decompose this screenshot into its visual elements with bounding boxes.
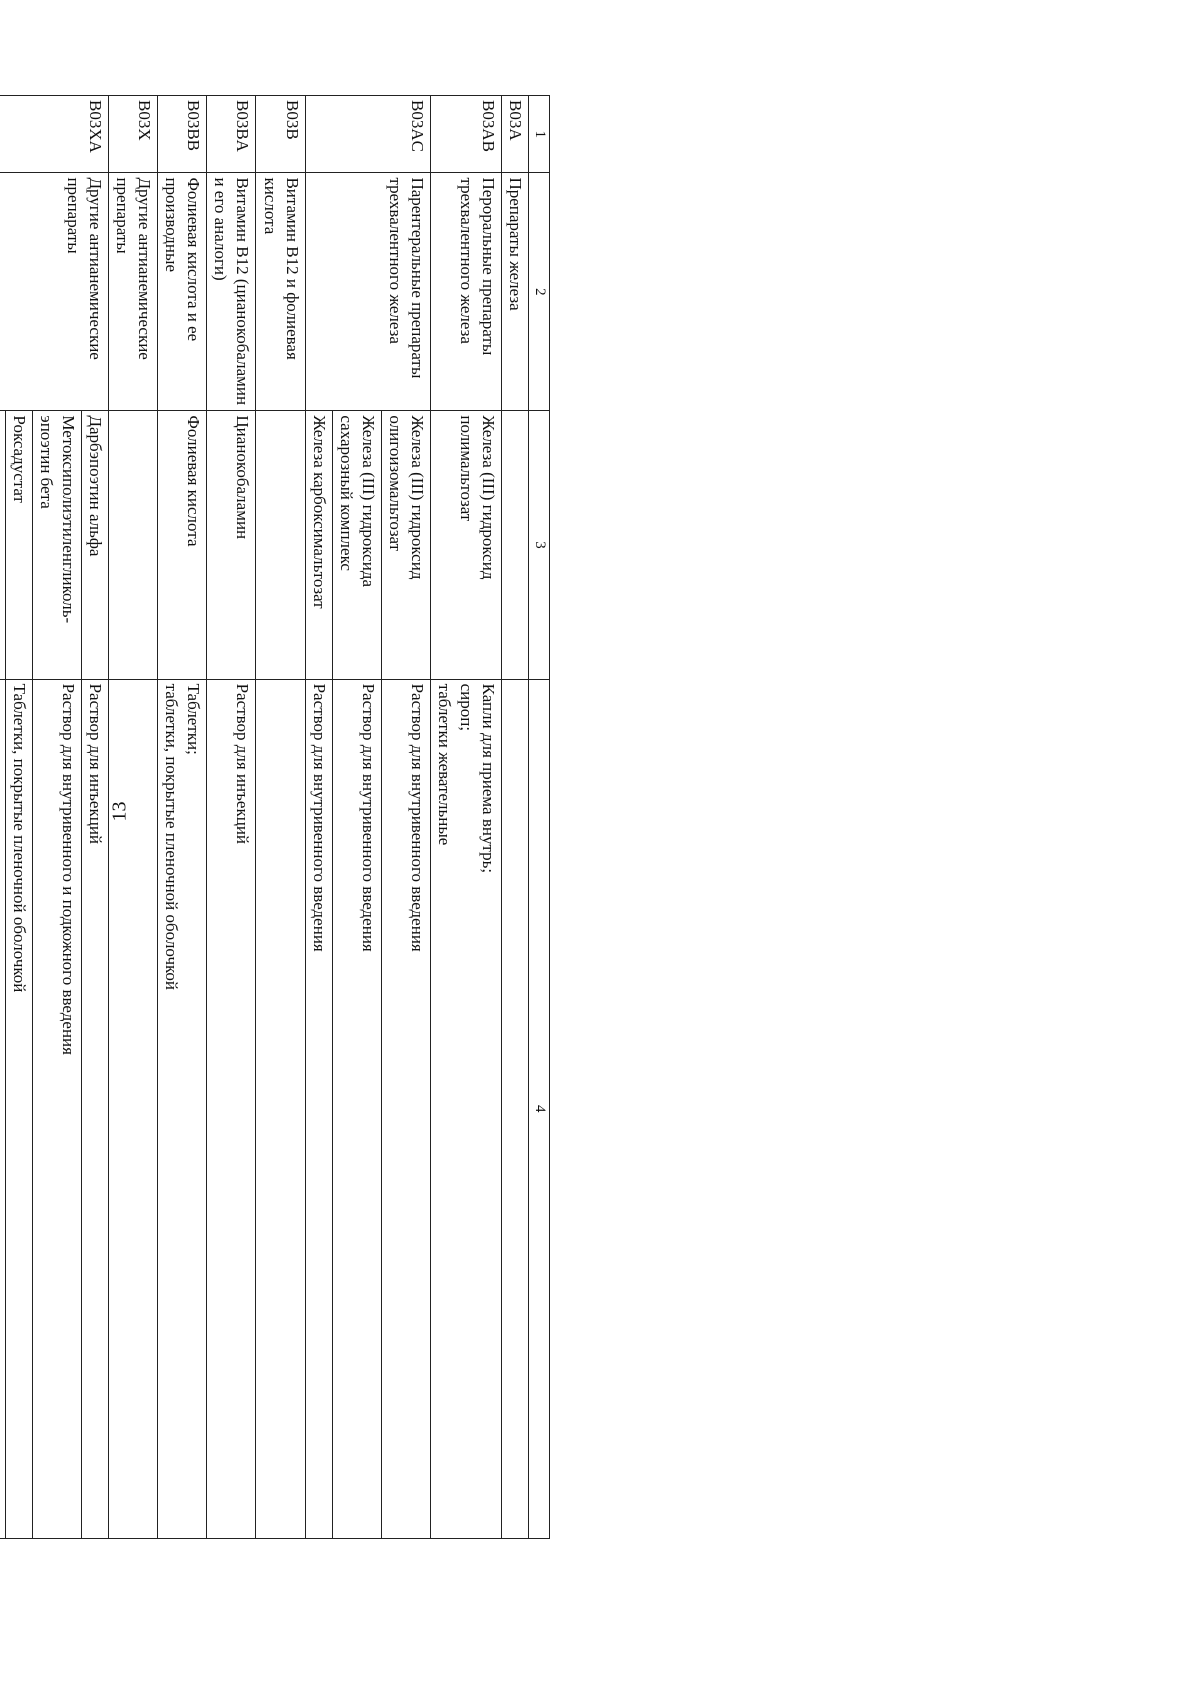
atc-code: B03AC <box>305 96 430 173</box>
dosage-forms: Таблетки, покрытые пленочной оболочкой <box>5 679 32 1538</box>
substance-name: Железа (III) гидроксида сахарозный комплекс <box>332 411 381 679</box>
dosage-forms: Раствор для внутривенного введения <box>381 679 430 1538</box>
dosage-forms: Раствор для инъекций <box>81 679 108 1538</box>
group-name: Другие антианемические препараты <box>0 173 108 411</box>
table-header-row <box>529 96 550 1539</box>
atc-code: B03BA <box>207 96 256 173</box>
dosage-forms: Раствор для внутривенного введения <box>332 679 381 1538</box>
substance-name: Фолиевая кислота <box>158 411 207 679</box>
dosage-form-line: сироп; <box>457 683 477 732</box>
dosage-forms <box>158 679 207 1538</box>
atc-code: B03X <box>108 96 157 173</box>
atc-code: B03AB <box>431 96 502 173</box>
substance-name <box>256 411 305 679</box>
table-row <box>431 96 502 1539</box>
atc-code: B03BB <box>158 96 207 173</box>
dosage-forms <box>0 679 5 1538</box>
dosage-forms <box>502 679 529 1538</box>
substance-name: Метоксиполиэтиленгликоль-эпоэтин бета <box>32 411 81 679</box>
table-row <box>81 96 108 1539</box>
substance-name <box>108 411 157 679</box>
substance-name <box>0 411 5 679</box>
group-name: Пероральные препараты трехвалентного железа <box>431 173 502 411</box>
dosage-form-line: Капли для приема внутрь; <box>479 683 499 874</box>
dosage-forms <box>431 679 502 1538</box>
substance-name: Железа карбоксимальтозат <box>305 411 332 679</box>
substance-name <box>502 411 529 679</box>
atc-code: B03A <box>502 96 529 173</box>
group-name: Витамин В12 и фолиевая кислота <box>256 173 305 411</box>
table-row <box>256 96 305 1539</box>
group-name: Парентеральные препараты трехвалентного железа <box>305 173 430 411</box>
header-col-1: 1 <box>529 96 550 173</box>
substance-name: Роксадустат <box>5 411 32 679</box>
substance-name: Цианокобаламин <box>207 411 256 679</box>
group-name: Препараты железа <box>502 173 529 411</box>
dosage-forms <box>256 679 305 1538</box>
header-col-3: 3 <box>529 411 550 679</box>
dosage-forms: Раствор для инъекций <box>207 679 256 1538</box>
substance-name: Дарбэпоэтин альфа <box>81 411 108 679</box>
substance-name: Железа (III) гидроксид полимальтозат <box>431 411 502 679</box>
dosage-forms: Раствор для внутривенного и подкожного введения <box>32 679 81 1538</box>
group-name: Фолиевая кислота и ее производные <box>158 173 207 411</box>
table-row <box>158 96 207 1539</box>
table-row <box>108 96 157 1539</box>
page-number: 13 <box>108 801 131 822</box>
drug-classification-table <box>0 95 550 1539</box>
dosage-forms: Раствор для внутривенного введения <box>305 679 332 1538</box>
group-name: Другие антианемические препараты <box>108 173 157 411</box>
atc-code: B03B <box>256 96 305 173</box>
dosage-form-line: таблетки, покрытые пленочной оболочкой <box>162 683 182 991</box>
dosage-forms <box>108 679 157 1538</box>
group-name: Витамин В12 (цианокобаламин и его аналоги) <box>207 173 256 411</box>
table-row <box>207 96 256 1539</box>
dosage-form-line: таблетки жевательные <box>435 683 455 846</box>
table-row <box>381 96 430 1539</box>
dosage-form-line: Таблетки; <box>184 683 204 755</box>
table-row <box>502 96 529 1539</box>
header-col-4: 4 <box>529 679 550 1538</box>
substance-name: Железа (III) гидроксид олигоизомальтозат <box>381 411 430 679</box>
header-col-2: 2 <box>529 173 550 411</box>
atc-code: B03XA <box>0 96 108 173</box>
